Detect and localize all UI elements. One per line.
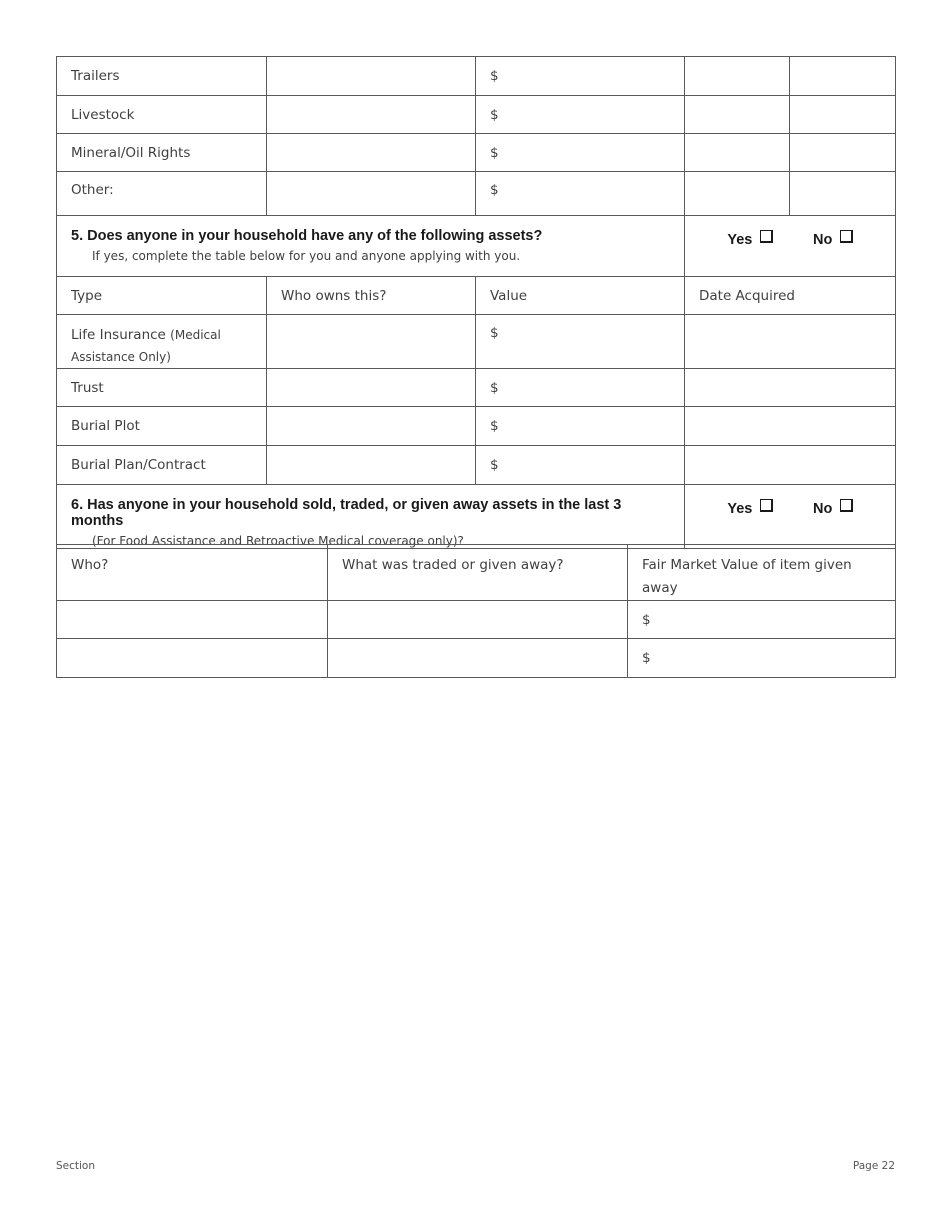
question-6-answer [685, 485, 896, 549]
asset-label: Trust [57, 369, 267, 407]
question-6-row [57, 485, 896, 549]
yes-checkbox[interactable] [760, 230, 773, 243]
asset-type-cell [57, 315, 267, 369]
no-checkbox[interactable] [840, 230, 853, 243]
asset-label: Life Insurance [71, 327, 166, 343]
question-5-title: 5. Does anyone in your household have any of the following assets? [71, 228, 543, 244]
asset-date-cell[interactable] [685, 315, 896, 369]
asset-extra-cell[interactable] [790, 134, 896, 172]
table-row [57, 172, 896, 216]
no-checkbox[interactable] [840, 499, 853, 512]
asset-label: Mineral/Oil Rights [57, 134, 267, 172]
asset-extra-cell[interactable] [685, 57, 790, 96]
table-row [57, 315, 896, 369]
transfer-who-cell[interactable] [57, 639, 328, 678]
table-row [57, 57, 896, 96]
asset-owner-cell[interactable] [267, 315, 476, 369]
asset-extra-cell[interactable] [790, 57, 896, 96]
asset-label: Burial Plot [57, 407, 267, 446]
asset-owner-cell[interactable] [267, 96, 476, 134]
column-header-type: Type [57, 277, 267, 315]
footer-section-label: Section [56, 1160, 96, 1172]
footer-page-number: Page 22 [852, 1160, 895, 1172]
question-5-cell [57, 216, 685, 277]
asset-owner-cell[interactable] [267, 446, 476, 485]
asset-extra-cell[interactable] [790, 96, 896, 134]
asset-owner-cell[interactable] [267, 134, 476, 172]
table-header-row [57, 277, 896, 315]
transfer-who-cell[interactable] [57, 601, 328, 639]
asset-extra-cell[interactable] [685, 96, 790, 134]
asset-value-cell[interactable]: $ [476, 96, 685, 134]
asset-label-note: (Medical Assistance Only) [71, 328, 221, 364]
asset-extra-cell[interactable] [685, 172, 790, 216]
asset-value-cell[interactable]: $ [476, 57, 685, 96]
asset-label: Trailers [57, 57, 267, 96]
table-header-row [57, 545, 896, 601]
asset-date-cell[interactable] [685, 446, 896, 485]
transfers-table [56, 544, 896, 678]
asset-value-cell[interactable]: $ [476, 315, 685, 369]
yes-checkbox[interactable] [760, 499, 773, 512]
transfer-value-cell[interactable]: $ [628, 601, 896, 639]
asset-label: Other: [57, 172, 267, 216]
transfer-what-cell[interactable] [328, 639, 628, 678]
asset-value-cell[interactable]: $ [476, 446, 685, 485]
question-6-title: 6. Has anyone in your household sold, traded, or given away assets in the last 3 months [71, 497, 622, 529]
question-5-subtitle: If yes, complete the table below for you and anyone applying with you. [92, 249, 521, 263]
column-header-fair-market-value: Fair Market Value of item given away [628, 545, 896, 601]
asset-label: Livestock [57, 96, 267, 134]
no-label: No [812, 501, 833, 517]
asset-owner-cell[interactable] [267, 407, 476, 446]
table-row [57, 134, 896, 172]
table-row [57, 407, 896, 446]
question-6-subtitle: (For Food Assistance and Retroactive Medical coverage only)? [92, 534, 464, 548]
no-label: No [812, 232, 833, 248]
column-header-owner: Who owns this? [267, 277, 476, 315]
asset-value-cell[interactable]: $ [476, 172, 685, 216]
asset-date-cell[interactable] [685, 369, 896, 407]
transfer-value-cell[interactable]: $ [628, 639, 896, 678]
table-row [57, 446, 896, 485]
asset-owner-cell[interactable] [267, 369, 476, 407]
table-row [57, 639, 896, 678]
asset-owner-cell[interactable] [267, 172, 476, 216]
column-header-date: Date Acquired [685, 277, 896, 315]
yes-label: Yes [727, 501, 753, 517]
table-row [57, 369, 896, 407]
column-header-value: Value [476, 277, 685, 315]
column-header-what: What was traded or given away? [328, 545, 628, 601]
asset-extra-cell[interactable] [685, 134, 790, 172]
asset-owner-cell[interactable] [267, 57, 476, 96]
table-row [57, 601, 896, 639]
yes-label: Yes [727, 232, 753, 248]
asset-value-cell[interactable]: $ [476, 407, 685, 446]
asset-date-cell[interactable] [685, 407, 896, 446]
assets-table [56, 56, 896, 549]
transfer-what-cell[interactable] [328, 601, 628, 639]
asset-label: Burial Plan/Contract [57, 446, 267, 485]
question-6-cell [57, 485, 685, 549]
question-5-answer [685, 216, 896, 277]
asset-extra-cell[interactable] [790, 172, 896, 216]
question-5-row [57, 216, 896, 277]
asset-value-cell[interactable]: $ [476, 134, 685, 172]
table-row [57, 96, 896, 134]
column-header-who: Who? [57, 545, 328, 601]
asset-value-cell[interactable]: $ [476, 369, 685, 407]
